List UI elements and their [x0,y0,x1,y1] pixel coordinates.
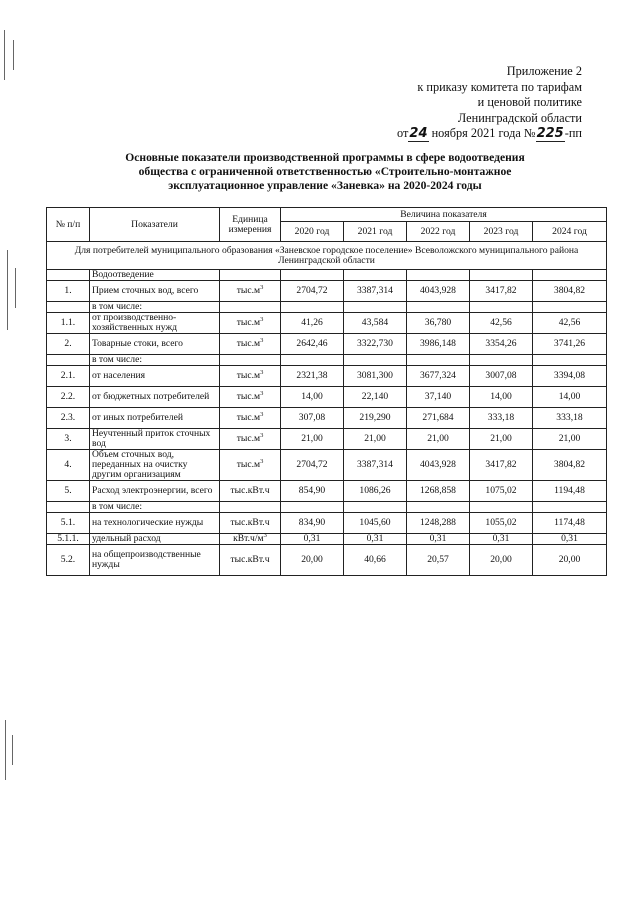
row-value: 37,140 [407,387,470,408]
document-title [90,151,560,193]
row-value [407,355,470,366]
table-row [47,534,607,545]
row-value: 307,08 [281,408,344,429]
row-value: 1194,48 [533,481,607,502]
row-value: 14,00 [281,387,344,408]
row-value: 854,90 [281,481,344,502]
table-row [47,481,607,502]
order-date-line [352,126,582,142]
row-indicator: на общепроизводственные нужды [90,545,220,576]
row-value: 21,00 [470,429,533,450]
row-value: 3804,82 [533,281,607,302]
table-row [47,387,607,408]
row-value: 36,780 [407,313,470,334]
row-value: 43,584 [344,313,407,334]
row-value: 3417,82 [470,450,533,481]
handwritten-order-number: 225 [536,126,564,141]
table-row [47,302,607,313]
row-value: 2704,72 [281,450,344,481]
header-year: 2022 год [407,222,470,242]
row-number: 2.3. [47,408,90,429]
row-unit: тыс.кВт.ч [220,513,281,534]
appendix-line: к приказу комитета по тарифам [417,79,582,94]
header-year: 2021 год [344,222,407,242]
appendix-block [352,64,582,142]
row-value [533,302,607,313]
table-row [47,313,607,334]
row-value [344,355,407,366]
row-unit [220,270,281,281]
row-value: 1268,858 [407,481,470,502]
table-row [47,502,607,513]
row-indicator: Объем сточных вод, переданных на очистку другим организациям [90,450,220,481]
row-value [407,502,470,513]
row-number: 5.1. [47,513,90,534]
row-value: 42,56 [533,313,607,334]
row-value: 3007,08 [470,366,533,387]
appendix-line: Приложение 2 [506,64,582,78]
row-value [470,355,533,366]
row-value [470,270,533,281]
row-indicator: от производственно-хозяйственных нужд [90,313,220,334]
header-year: 2024 год [533,222,607,242]
indicators-table [46,207,607,576]
row-indicator: Расход электроэнергии, всего [90,481,220,502]
title-line: общества с ограниченной ответственностью «Строительно-монтажное [138,165,512,178]
row-unit [220,355,281,366]
row-value: 20,00 [281,545,344,576]
row-indicator: от бюджетных потребителей [90,387,220,408]
row-value: 1248,288 [407,513,470,534]
row-value: 834,90 [281,513,344,534]
table-row [47,270,607,281]
table-row [47,366,607,387]
row-value: 40,66 [344,545,407,576]
row-value: 3394,08 [533,366,607,387]
row-number: 2. [47,334,90,355]
binding-marks [0,0,24,905]
row-unit: тыс.кВт.ч [220,481,281,502]
row-value: 3677,324 [407,366,470,387]
row-value [344,502,407,513]
row-value: 219,290 [344,408,407,429]
row-unit [220,302,281,313]
table-row [47,334,607,355]
row-value [470,502,533,513]
row-value: 0,31 [470,534,533,545]
row-value [344,302,407,313]
row-indicator: в том числе: [90,302,220,313]
row-value: 1055,02 [470,513,533,534]
row-value [470,302,533,313]
header-year: 2023 год [470,222,533,242]
row-number: 2.2. [47,387,90,408]
table-row [47,355,607,366]
row-value: 3387,314 [344,450,407,481]
row-indicator: Прием сточных вод, всего [90,281,220,302]
row-value [344,270,407,281]
row-unit: $тыс.м^3$ [220,408,281,429]
row-unit: $тыс.м^3$ [220,387,281,408]
row-value: 0,31 [281,534,344,545]
row-value: 1086,26 [344,481,407,502]
row-value: 0,31 [533,534,607,545]
row-value: 3417,82 [470,281,533,302]
handwritten-day: 24 [409,126,428,141]
row-value [407,270,470,281]
header-unit: Единица измерения [220,208,281,242]
row-value [281,502,344,513]
row-unit: $тыс.м^3$ [220,366,281,387]
row-value: 14,00 [470,387,533,408]
row-number: 5. [47,481,90,502]
row-number [47,502,90,513]
row-value: 3986,148 [407,334,470,355]
row-unit: тыс.кВт.ч [220,545,281,576]
row-unit: $тыс.м^3$ [220,334,281,355]
row-value: 2642,46 [281,334,344,355]
title-line: эксплуатационное управление «Заневка» на 2020-2024 годы [168,179,482,192]
row-value [533,270,607,281]
table-row [47,513,607,534]
row-value: 1075,02 [470,481,533,502]
table-row [47,450,607,481]
row-number: 3. [47,429,90,450]
row-unit: $тыс.м^3$ [220,313,281,334]
row-value: 3741,26 [533,334,607,355]
row-value: 41,26 [281,313,344,334]
row-number [47,302,90,313]
table-row [47,408,607,429]
row-value: 14,00 [533,387,607,408]
title-line: Основные показатели производственной программы в сфере водоотведения [125,151,525,164]
row-number [47,355,90,366]
header-num: № п/п [47,208,90,242]
row-value: 333,18 [533,408,607,429]
row-unit: $тыс.м^3$ [220,429,281,450]
row-indicator: в том числе: [90,502,220,513]
row-indicator: на технологические нужды [90,513,220,534]
appendix-line: и ценовой политике [477,95,582,109]
row-value: 0,31 [407,534,470,545]
row-value: 20,00 [470,545,533,576]
row-indicator: Неучтенный приток сточных вод [90,429,220,450]
row-value: 21,00 [344,429,407,450]
row-value: 3354,26 [470,334,533,355]
row-indicator: Водоотведение [90,270,220,281]
row-value: 1174,48 [533,513,607,534]
row-number: 2.1. [47,366,90,387]
row-number: 5.2. [47,545,90,576]
row-unit: $кВт.ч/м^3$ [220,534,281,545]
header-year: 2020 год [281,222,344,242]
row-indicator: от иных потребителей [90,408,220,429]
row-value: 1045,60 [344,513,407,534]
row-value: 0,31 [344,534,407,545]
row-value: 22,140 [344,387,407,408]
table-row [47,545,607,576]
header-value-group: Величина показателя [281,208,607,222]
row-value [281,270,344,281]
row-value: 3387,314 [344,281,407,302]
table-row [47,281,607,302]
row-value: 21,00 [533,429,607,450]
row-indicator: Товарные стоки, всего [90,334,220,355]
row-value: 20,57 [407,545,470,576]
row-indicator: от населения [90,366,220,387]
row-value: 42,56 [470,313,533,334]
consumer-group-row: Для потребителей муниципального образования «Заневское городское поселение» Всеволожского муниципального района Ленинградской области [47,242,607,270]
row-indicator: в том числе: [90,355,220,366]
row-value: 3804,82 [533,450,607,481]
date-prefix: от [397,126,409,140]
row-unit: $тыс.м^3$ [220,450,281,481]
row-value: 21,00 [407,429,470,450]
row-value: 2704,72 [281,281,344,302]
row-value: 4043,928 [407,450,470,481]
row-number [47,270,90,281]
row-value [281,355,344,366]
row-value: 2321,38 [281,366,344,387]
appendix-line: Ленинградской области [457,110,582,125]
row-number: 1.1. [47,313,90,334]
date-middle: ноября 2021 года № [431,126,536,140]
row-value [407,302,470,313]
row-value [533,502,607,513]
row-value: 21,00 [281,429,344,450]
row-value: 4043,928 [407,281,470,302]
row-number: 1. [47,281,90,302]
row-value: 333,18 [470,408,533,429]
row-value: 20,00 [533,545,607,576]
row-value [281,302,344,313]
row-unit [220,502,281,513]
header-indicator: Показатели [90,208,220,242]
row-value [533,355,607,366]
row-value: 3322,730 [344,334,407,355]
row-value: 3081,300 [344,366,407,387]
row-unit: $тыс.м^3$ [220,281,281,302]
row-value: 271,684 [407,408,470,429]
row-number: 5.1.1. [47,534,90,545]
row-number: 4. [47,450,90,481]
row-indicator: удельный расход [90,534,220,545]
order-suffix: -пп [564,126,582,140]
table-row [47,429,607,450]
